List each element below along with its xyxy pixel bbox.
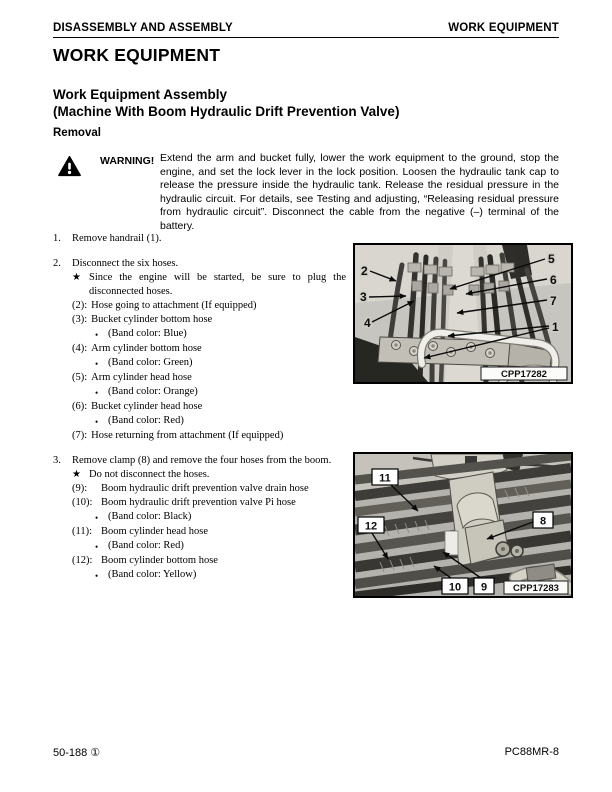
hose-item-11	[72, 525, 346, 539]
warning-block	[53, 152, 559, 234]
step-2-note-text: Since the engine will be started, be sure to plug the disconnected hoses.	[89, 272, 346, 297]
footer-page-number: 50-188 ①	[53, 747, 101, 759]
footer-model-number: PC88MR-8	[504, 746, 559, 758]
hose-item-12	[72, 554, 346, 568]
hose-item-3	[72, 313, 346, 327]
callout-12-text: 12	[364, 520, 378, 533]
dot-bullet-icon: •	[95, 330, 99, 340]
callout-12	[358, 517, 384, 533]
photo1-illustration	[355, 245, 571, 382]
page-title: WORK EQUIPMENT	[53, 45, 221, 65]
callout-3: 3	[360, 290, 367, 304]
callout-6: 6	[550, 273, 557, 287]
photo2-caption-text: CPP17283	[513, 583, 559, 594]
hose-item-10	[72, 496, 346, 510]
hose-label: (3):	[72, 314, 88, 325]
hose-label: (12):	[72, 555, 93, 566]
dot-bullet-icon: •	[95, 513, 99, 523]
step-3-note-text: Do not disconnect the hoses.	[89, 469, 210, 480]
subtitle-line2: (Machine With Boom Hydraulic Drift Prevention Valve)	[53, 104, 400, 119]
step-1-text: Remove handrail (1).	[72, 233, 162, 244]
step-1	[53, 232, 346, 246]
subtitle-line1: Work Equipment Assembly	[53, 87, 228, 102]
header-left-label: DISASSEMBLY AND ASSEMBLY	[53, 22, 233, 34]
callout-4: 4	[364, 316, 371, 330]
assembly-subtitle	[53, 86, 399, 120]
photo2-illustration	[355, 454, 571, 596]
band-color-11	[95, 539, 346, 554]
hose-name: Hose going to attachment (If equipped)	[91, 300, 257, 311]
hose-label: (10):	[72, 497, 93, 508]
hose-item-9	[72, 482, 346, 496]
hose-label: (7):	[72, 430, 88, 441]
step-2-number: 2.	[53, 258, 61, 269]
dot-bullet-icon: •	[95, 571, 99, 581]
band-color-text: (Band color: Red)	[108, 415, 184, 426]
photo1-caption	[481, 367, 567, 380]
dot-bullet-icon: •	[95, 359, 99, 369]
hose-label: (5):	[72, 372, 88, 383]
warning-label: WARNING!	[100, 155, 155, 167]
warning-text: Extend the arm and bucket fully, lower the work equipment to the ground, stop the engine, and set the lock lever in the lock position. Loosen the hydraulic tank cap to release the pressure inside the hydraulic tank. Release the residual pressure in the hydraulic circuit. For details, see Testing and adjusting, “Releasing residual pressure from hydraulic circuit”. Disconnect the cable from the negative (–) terminal of the battery.	[160, 152, 559, 232]
callout-1: 1	[552, 320, 559, 334]
band-color-10	[95, 510, 346, 525]
step-1-number: 1.	[53, 233, 61, 244]
callout-7: 7	[550, 294, 557, 308]
hose-label: (9):	[72, 483, 88, 494]
hose-label: (2):	[72, 300, 88, 311]
band-color-12	[95, 568, 346, 583]
photo-hoses-cpp17282	[353, 243, 573, 384]
photo1-caption-text: CPP17282	[501, 369, 547, 380]
hose-label: (11):	[72, 526, 93, 537]
step-3-number: 3.	[53, 455, 61, 466]
band-color-text: (Band color: Red)	[108, 540, 184, 551]
hose-label: (4):	[72, 343, 88, 354]
hose-item-5	[72, 371, 346, 385]
procedure-list	[53, 232, 346, 594]
photo-clamp-cpp17283	[353, 452, 573, 598]
callout-9	[474, 578, 494, 594]
star-bullet-icon: ★	[72, 469, 81, 480]
step-2-note	[72, 271, 346, 299]
band-color-text: (Band color: Blue)	[108, 328, 187, 339]
hose-name: Arm cylinder head hose	[91, 372, 192, 383]
callout-10	[442, 578, 468, 594]
hose-name: Hose returning from attachment (If equipped)	[91, 430, 284, 441]
dot-bullet-icon: •	[95, 542, 99, 552]
step-3-text: Remove clamp (8) and remove the four hoses from the boom.	[72, 455, 332, 466]
page-header	[53, 22, 559, 38]
page-footer	[53, 746, 559, 759]
hose-item-4	[72, 342, 346, 356]
callout-8	[533, 512, 553, 528]
band-color-text: (Band color: Green)	[108, 357, 193, 368]
hose-name: Boom cylinder head hose	[101, 526, 209, 537]
photo2-caption	[504, 581, 568, 594]
callout-11	[372, 469, 398, 485]
hose-name: Arm cylinder bottom hose	[91, 343, 202, 354]
dot-bullet-icon: •	[95, 388, 99, 398]
callout-2: 2	[361, 264, 368, 278]
hose-item-2	[72, 299, 346, 313]
hose-name: Boom hydraulic drift prevention valve drain hose	[101, 483, 309, 494]
hose-name: Bucket cylinder bottom hose	[91, 314, 213, 325]
callout-11-text: 11	[379, 472, 391, 485]
header-right-label: WORK EQUIPMENT	[448, 22, 559, 34]
step-2-text: Disconnect the six hoses.	[72, 258, 179, 269]
callout-8-text: 8	[539, 515, 547, 528]
star-bullet-icon: ★	[72, 272, 81, 283]
band-color-text: (Band color: Black)	[108, 511, 192, 522]
hose-label: (6):	[72, 401, 88, 412]
band-color-6	[95, 414, 346, 429]
band-color-3	[95, 327, 346, 342]
step-3	[53, 454, 346, 583]
step-2	[53, 257, 346, 443]
band-color-5	[95, 385, 346, 400]
callout-9-text: 9	[480, 581, 488, 594]
step-3-note	[72, 468, 346, 482]
warning-triangle-icon	[58, 156, 81, 177]
hose-name: Bucket cylinder head hose	[91, 401, 203, 412]
band-color-4	[95, 356, 346, 371]
dot-bullet-icon: •	[95, 417, 99, 427]
removal-heading: Removal	[53, 127, 101, 139]
hose-item-7	[72, 429, 346, 443]
band-color-text: (Band color: Yellow)	[108, 569, 197, 580]
hose-name: Boom cylinder bottom hose	[101, 555, 218, 566]
hose-name: Boom hydraulic drift prevention valve Pi hose	[101, 497, 296, 508]
callout-10-text: 10	[448, 581, 462, 594]
hose-item-6	[72, 400, 346, 414]
band-color-text: (Band color: Orange)	[108, 386, 198, 397]
callout-5: 5	[548, 252, 555, 266]
